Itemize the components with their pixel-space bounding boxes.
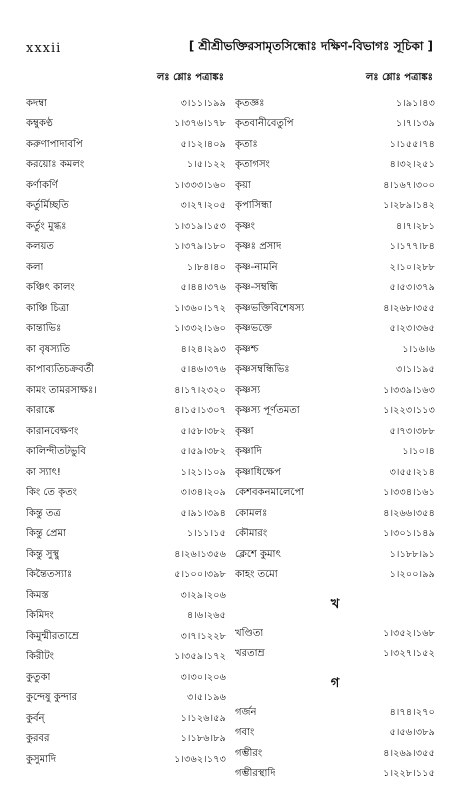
entry-reference: ১।৩৩২।১৬০ [174, 322, 226, 337]
entry-term: কান্তাভিঃ [26, 321, 61, 338]
entry-term: কৃষ্ণাধিক্ষেপ [235, 465, 281, 482]
left-entry-list [26, 94, 226, 771]
index-entry [26, 648, 226, 669]
entry-term: কৃষ্ণসম্বন্ধিভিঃ [235, 362, 290, 379]
entry-reference: ১।১৮৮।৯১ [390, 548, 435, 563]
entry-reference: ৪।৭।২৮১ [396, 220, 435, 235]
entry-term: কদম্বা [26, 96, 47, 113]
index-entry [26, 94, 226, 115]
index-entry [235, 484, 435, 505]
index-entry [235, 279, 435, 300]
entry-term: কিন্তৈতস্যাঃ [26, 567, 72, 584]
index-entry [235, 320, 435, 341]
entry-reference: ১।১৮৬।৮৯ [181, 732, 226, 747]
entry-term: কৃষ্ণ-সম্বন্ধি [235, 280, 278, 297]
entry-reference: ৪।২৪।২৯৩ [181, 343, 226, 358]
index-entry [26, 730, 226, 751]
entry-reference: ১।৩৭৬।১৭৮ [174, 117, 226, 132]
index-entry [26, 545, 226, 566]
entry-term: কামং তামরসাক্ষঃ। [26, 383, 97, 400]
index-entry [235, 197, 435, 218]
entry-reference: ৪।২৬।১৩৫৬ [174, 548, 226, 563]
entry-reference: ১।৩০১।১৪৯ [383, 527, 435, 542]
entry-reference: ৫।৫৬।৩৮৯ [390, 726, 435, 741]
entry-term: কুরবর [26, 731, 50, 748]
entry-term: কিমিদং [26, 608, 54, 625]
entry-term: কা বৃষস্যতি [26, 342, 70, 359]
index-entry [26, 197, 226, 218]
entry-reference: ৪।২৬৮।৩৫৫ [383, 302, 435, 317]
entry-reference: ১।৯১।৪৩ [396, 97, 435, 112]
entry-reference: ৫।৪৬।৩৭৬ [181, 363, 226, 378]
entry-term: কর্তুং মুগ্ধঃ [26, 219, 66, 236]
index-entry [26, 361, 226, 382]
entry-term: কাঞ্চি চিত্রা [26, 301, 69, 318]
index-entry [26, 566, 226, 587]
entry-reference: ১।৮৪।৪০ [187, 261, 226, 276]
entry-term: কৃতাঃ [235, 137, 258, 154]
entry-reference: ৩।১১।১৯৯ [181, 97, 226, 112]
entry-term: কৃষ্ণভক্তিবিশেষস্য [235, 301, 304, 318]
entry-term: কিমুন্মীরতাম্রে [26, 629, 79, 646]
index-entry [235, 115, 435, 136]
column-header-right: লঃ শ্লোঃ পত্রাঙ্কঃ [235, 70, 435, 88]
entry-reference: ৫।৪৪।৩৭৬ [181, 281, 226, 296]
entry-reference: ১।৩১৯।১৫৩ [174, 220, 226, 235]
index-entry [26, 238, 226, 259]
index-entry [235, 402, 435, 423]
index-entry [26, 156, 226, 177]
running-head: [ শ্রীশ্রীভক্তিরসামৃতসিন্ধোঃ দক্ষিণ-বিভাগঃ সূচিকা ] [189, 38, 433, 58]
entry-term: কৃতাগসং [235, 157, 270, 174]
index-entry [235, 566, 435, 587]
index-entry [235, 504, 435, 525]
entry-reference: ১।১৬।৬ [402, 343, 435, 358]
index-entry [26, 709, 226, 730]
entry-reference: ১।১০।৪ [402, 445, 435, 460]
entry-reference: ৩।৫।১৯৬ [187, 691, 226, 706]
entry-term: কৃতজ্ঞঃ [235, 96, 264, 113]
entry-reference: ১।১৫৫।৭৪ [390, 138, 435, 153]
right-column [235, 70, 435, 785]
index-entry [26, 320, 226, 341]
entry-term: কলয়ত [26, 239, 54, 256]
index-entry [235, 361, 435, 382]
index-entry [235, 299, 435, 320]
entry-reference: ৩।২৭।২০৫ [181, 199, 226, 214]
entry-reference: ৫।৫৩।৩৭৯ [390, 281, 435, 296]
index-entry [235, 463, 435, 484]
entry-term: গম্ভীরস্থাদি [235, 766, 275, 783]
index-entry [235, 624, 435, 645]
entry-reference: ১।৩৫৯।১৭২ [174, 650, 226, 665]
entry-term: কারাঙ্কে [26, 403, 55, 420]
entry-reference: ১।৩৩৪।১৬১ [383, 486, 435, 501]
entry-term: কিরীটং [26, 649, 54, 666]
page-number: xxxii [26, 41, 61, 56]
index-entry [26, 115, 226, 136]
entry-term: কুন্দেষু কুন্দার [26, 690, 77, 707]
entry-term: কৌমারং [235, 526, 267, 543]
entry-term: কারানবেক্ষণং [26, 424, 78, 441]
entry-term: খরতাম্র [235, 646, 265, 663]
entry-reference: ৪।২৬৬।৩৫৪ [383, 507, 435, 522]
entry-reference: ৪।২৬৯।৩৫৫ [383, 747, 435, 762]
entry-term: কুতুকা [26, 670, 50, 687]
entry-reference: ১।১১।১৫ [187, 527, 226, 542]
entry-term: কম্বুকণ্ঠ [26, 116, 53, 133]
entry-term: কিং তে কৃতং [26, 485, 77, 502]
entry-term: গবাং [235, 725, 254, 742]
index-entry [235, 525, 435, 546]
entry-reference: ১।৭।১৩৯ [396, 117, 435, 132]
entry-term: খণ্ডিতা [235, 626, 263, 643]
index-entry [235, 724, 435, 745]
entry-term: কৃষ্ণ-নামনি [235, 260, 278, 277]
entry-term: কিমস্ত [26, 588, 49, 605]
entry-term: কৃষ্ণঃ প্রসাদ [235, 239, 281, 256]
index-entry [26, 463, 226, 484]
index-entry [26, 689, 226, 710]
entry-reference: ৫।৯১।৩৯৪ [181, 507, 226, 522]
entry-term: কিন্তু তত্র [26, 506, 61, 523]
index-entry [26, 750, 226, 771]
index-entry [26, 443, 226, 464]
section-heading-kha: খ [235, 592, 435, 618]
kha-entry-list [235, 624, 435, 665]
entry-reference: ১।৩৬০।১৭২ [174, 302, 226, 317]
index-entry [26, 668, 226, 689]
entry-term: কোমলঃ [235, 506, 267, 523]
entry-term: কৃপাসিন্ধা [235, 198, 272, 215]
entry-reference: ৪।৭৪।২৭০ [390, 706, 435, 721]
index-entry [235, 443, 435, 464]
index-entry [26, 217, 226, 238]
ga-entry-list [235, 703, 435, 785]
index-entry [235, 156, 435, 177]
entry-reference: ৫।১০০।৩৯৮ [174, 568, 226, 583]
entry-term: কা স্যাৎ! [26, 465, 61, 482]
entry-term: কালিন্দীতটভুবি [26, 444, 86, 461]
entry-reference: ৫।১২।৪০৯ [181, 138, 226, 153]
entry-term: কুসুমাদি [26, 752, 56, 769]
entry-term: কৃয়া [235, 178, 251, 195]
left-column [26, 70, 226, 771]
index-entry [235, 744, 435, 765]
index-entry [235, 94, 435, 115]
index-entry [26, 525, 226, 546]
entry-reference: ১।১২৬।৫৯ [181, 712, 226, 727]
entry-term: গম্ভীরং [235, 746, 262, 763]
entry-term: কিন্তু সুস্থু [26, 547, 59, 564]
index-entry [26, 607, 226, 628]
entry-term: কাপাব্যতিচক্রবর্তী [26, 362, 94, 379]
index-entry [235, 176, 435, 197]
index-entry [26, 340, 226, 361]
entry-reference: ১।৩২৭।১৫২ [383, 647, 435, 662]
index-entry [235, 545, 435, 566]
entry-reference: ৪।১৬৭।৩০০ [383, 179, 435, 194]
entry-term: করুণাপাদাবপি [26, 137, 83, 154]
entry-reference: ১।২০০।৯৯ [390, 568, 435, 583]
index-entry [235, 381, 435, 402]
entry-reference: ৫।৭৩।৩৮৮ [390, 425, 435, 440]
entry-reference: ৩।৭।১২২৮ [181, 630, 226, 645]
entry-term: কৃতবানীবেতুপি [235, 116, 294, 133]
entry-term: কঞ্চিৎ কালং [26, 280, 75, 297]
index-entry [26, 484, 226, 505]
entry-reference: ৩।২৯।২০৬ [181, 589, 226, 604]
entry-reference: ১।৩৫২।১৬৮ [383, 627, 435, 642]
entry-term: কর্তুর্মিচ্ছতি [26, 198, 69, 215]
index-entry [235, 135, 435, 156]
index-entry [235, 238, 435, 259]
entry-term: কৃষ্ণস্য পূর্ণতমতা [235, 403, 300, 420]
entry-term: কাহং তমো [235, 567, 278, 584]
index-entry [26, 627, 226, 648]
entry-reference: ১।৩৬২।১৭৩ [174, 753, 226, 768]
entry-reference: ১।৩৩৯।১৬৩ [383, 384, 435, 399]
entry-term: কর্ণাকর্ণি [26, 178, 58, 195]
right-entry-list [235, 94, 435, 586]
entry-term: ক্লেশে কুমাৎ [235, 547, 281, 564]
entry-reference: ৪।১৫।১৩০৭ [174, 404, 226, 419]
entry-reference: ৩।৩৪।২০৯ [181, 486, 226, 501]
entry-term: কেশবকনমালেপো [235, 485, 304, 502]
index-entry [235, 422, 435, 443]
entry-term: কৃষ্ণং [235, 219, 255, 236]
index-entry [26, 422, 226, 443]
entry-reference: ৪।৬।২৬৫ [187, 609, 226, 624]
entry-reference: ৫।৫৮।৩৮২ [181, 425, 226, 440]
entry-reference: ১।২২৩।১১৩ [383, 404, 435, 419]
entry-term: কৃষ্ণা [235, 424, 254, 441]
index-entry [26, 135, 226, 156]
entry-reference: ৪।১৭।২৩২০ [174, 384, 226, 399]
index-entry [26, 176, 226, 197]
index-entry [26, 258, 226, 279]
entry-reference: ১।৩৭৯।১৮০ [174, 240, 226, 255]
index-entry [235, 703, 435, 724]
entry-term: কুর্বন্ [26, 711, 45, 728]
entry-reference: ৫।২৩।৩৬৫ [390, 322, 435, 337]
entry-reference: ৩।৫৫।২১৪ [390, 466, 435, 481]
entry-term: গর্জন [235, 705, 256, 722]
index-entry [235, 765, 435, 785]
entry-reference: ৩।৩০।২০৬ [181, 671, 226, 686]
entry-reference: ১।২৮৯।১৪২ [383, 199, 435, 214]
index-entry [26, 402, 226, 423]
entry-reference: ১।২১।১০৯ [181, 466, 226, 481]
entry-reference: ১।৩৩৩।১৬০ [174, 179, 226, 194]
entry-reference: ১।২২৮।১১৫ [383, 767, 435, 782]
index-entry [235, 645, 435, 666]
entry-reference: ৩।১।১৯৫ [396, 363, 435, 378]
entry-reference: ২।১০।২৮৮ [390, 261, 435, 276]
entry-term: কৃষ্ণাদি [235, 444, 262, 461]
index-entry [26, 381, 226, 402]
entry-term: কৃষ্ণশ্চ [235, 342, 259, 359]
section-heading-ga: গ [235, 671, 435, 697]
index-entry [26, 299, 226, 320]
index-entry [235, 258, 435, 279]
entry-term: করয়োঃ কমলং [26, 157, 84, 174]
column-header-left: লঃ শ্লোঃ পত্রাঙ্কঃ [26, 70, 226, 88]
entry-reference: ৫।৫৯।৩৮২ [181, 445, 226, 460]
entry-reference: ১।১৭৭।৮৪ [390, 240, 435, 255]
index-entry [26, 504, 226, 525]
index-entry [26, 279, 226, 300]
entry-reference: ১।৫।১২২ [187, 158, 226, 173]
index-entry [26, 586, 226, 607]
entry-reference: ৪।৩২।২৫১ [390, 158, 435, 173]
entry-term: কৃষ্ণস্য [235, 383, 260, 400]
entry-term: কৃষ্ণভক্তে [235, 321, 272, 338]
index-entry [235, 340, 435, 361]
index-entry [235, 217, 435, 238]
entry-term: কিন্তু প্রেমা [26, 526, 66, 543]
entry-term: কলা [26, 260, 43, 277]
